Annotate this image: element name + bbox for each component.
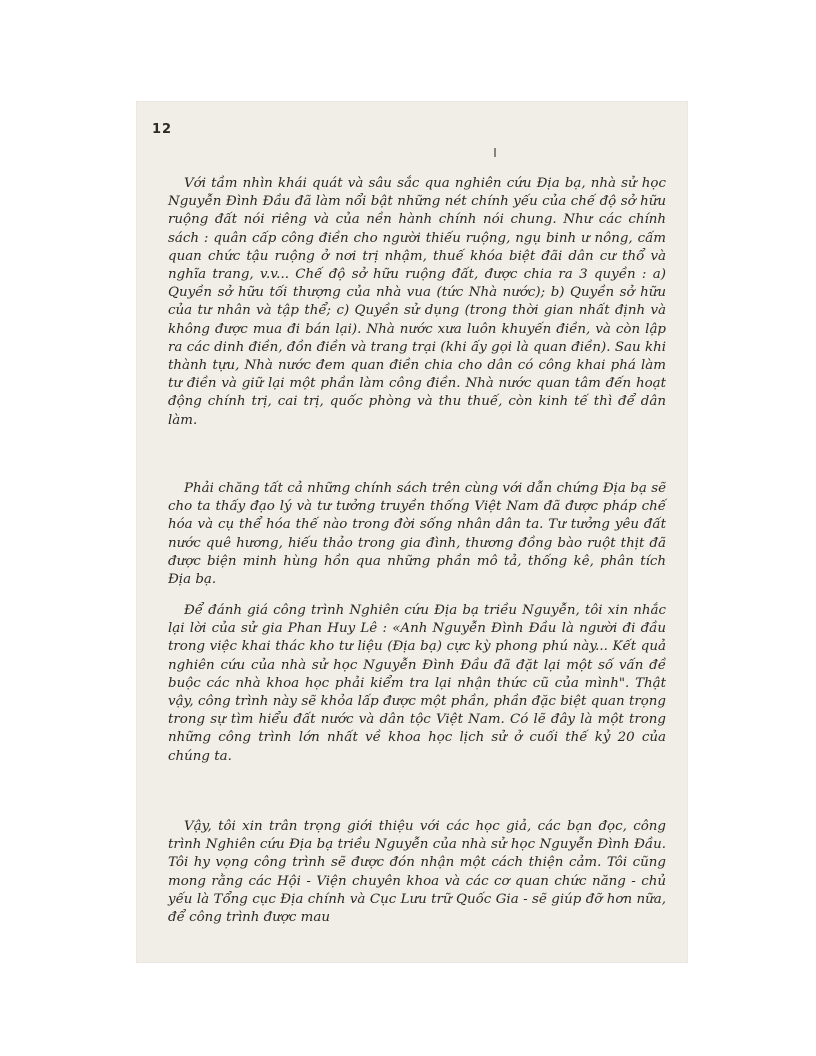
page-number: 12: [152, 122, 173, 137]
paragraph-evaluation: Để đánh giá công trình Nghiên cứu Địa bạ triều Nguyễn, tôi xin nhắc lại lời của sử gia Phan Huy Lê : «Anh Nguyễn Đình Đầu là người đi đầu trong việc khai thác kho tư liệu (Địa bạ) cực kỳ phong phú này... Kết quả nghiên cứu của nhà sử học Nguyễn Đình Đầu đã đặt lại một số vấn đề buộc các nhà khoa học phải kiểm tra lại nhận thức cũ của mình". Thật vậy, công trình này sẽ khỏa lấp được một phần, phần đặc biệt quan trọng trong sự tìm hiểu đất nước và dân tộc Việt Nam. Có lẽ đây là một trong những công trình lớn nhất về khoa học lịch sử ở cuối thế kỷ 20 của chúng ta.: [168, 603, 666, 764]
paragraph-introduction: Vậy, tôi xin trân trọng giới thiệu với các học giả, các bạn đọc, công trình Nghiên cứu Địa bạ triều Nguyễn của nhà sử học Nguyễn Đình Đầu. Tôi hy vọng công trình sẽ được đón nhận một cách thiện cảm. Tôi cũng mong rằng các Hội - Viện chuyên khoa và các cơ quan chức năng - chủ yếu là Tổng cục Địa chính và Cục Lưu trữ Quốc Gia - sẽ giúp đỡ hơn nữa, để công trình được mau: [168, 819, 666, 926]
paragraph-tradition: Phải chăng tất cả những chính sách trên cùng với dẫn chứng Địa bạ sẽ cho ta thấy đạo lý và tư tưởng truyền thống Việt Nam đã được pháp chế hóa và cụ thể hóa thế nào trong đời sống nhân dân ta. Tư tưởng yêu đất nước quê hương, hiếu thảo trong gia đình, thương đồng bào ruột thịt đã được biện minh hùng hồn qua những phần mô tả, thống kê, phân tích Địa bạ.: [168, 481, 666, 588]
paragraph-land-ownership: Với tầm nhìn khái quát và sâu sắc qua nghiên cứu Địa bạ, nhà sử học Nguyễn Đình Đầu đã làm nổi bật những nét chính yếu của chế độ sở hữu ruộng đất nói riêng và của nền hành chính nói chung. Như các chính sách : quân cấp công điền cho người thiếu ruộng, ngụ binh ư nông, cấm quan chức tậu ruộng ở nơi trị nhậm, thuế khóa biệt đãi dân cư thổ và nghĩa trang, v.v... Chế độ sở hữu ruộng đất, được chia ra 3 quyền : a) Quyền sở hữu tối thượng của nhà vua (tức Nhà nước); b) Quyền sở hữu của tư nhân và tập thể; c) Quyền sử dụng (trong thời gian nhất định và không được mua đi bán lại). Nhà nước xưa luôn khuyến điền, và còn lập ra các dinh điền, đồn điền và trang trại (khi ấy gọi là quan điền). Sau khi thành tựu, Nhà nước đem quan điền chia cho dân có công khai phá làm tư điền và giữ lại một phần làm công điền. Nhà nước quan tâm đến hoạt động chính trị, cai trị, quốc phòng và thu thuế, còn kinh tế thì để dân làm.: [168, 176, 666, 428]
scan-speck: [494, 148, 496, 157]
